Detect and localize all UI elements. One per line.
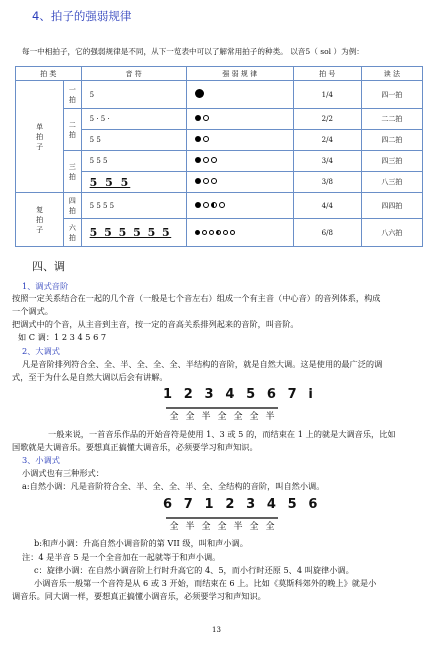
sub2-paragraph-2b: 国歌就是大调音乐。要想真正搞懂大调音乐，必须要学习和声知识。: [12, 442, 258, 452]
minor-step-label: 半: [233, 522, 243, 532]
section-4-title: 4、拍子的强弱规律: [32, 9, 132, 23]
weak-beat-icon: [209, 230, 214, 235]
major-scale-steps: [166, 404, 278, 424]
table-header-row: [16, 67, 423, 81]
sub1-paragraph-1b: 一个调式。: [12, 306, 53, 316]
group-compound-meter: 复 拍 子: [16, 193, 64, 247]
major-step-label: 半: [201, 412, 211, 422]
kind-four: 四 拍: [64, 193, 82, 219]
strong-beat-icon: [195, 178, 201, 184]
notes-cell: 5 5 5 5 5 5: [81, 219, 186, 247]
minor-step-label: 全: [249, 522, 259, 532]
reading-cell: 四二拍: [361, 130, 422, 151]
page-number: 13: [212, 626, 221, 634]
header-strength: 强 弱 规 律: [186, 67, 293, 81]
major-step-label: 全: [185, 412, 195, 422]
subsection-1-title: 1、调式音阶: [22, 281, 69, 291]
strong-beat-icon: [195, 230, 200, 235]
strength-cell: [186, 193, 293, 219]
major-step-label: 全: [233, 412, 243, 422]
group-single-meter: 单 拍 子: [16, 81, 64, 193]
table-row: [16, 109, 423, 130]
signature-cell: 6/8: [293, 219, 361, 247]
minor-scale-steps: [166, 514, 278, 534]
header-signature: 拍 号: [293, 67, 361, 81]
minor-step-label: 全: [265, 522, 275, 532]
reading-cell: 四三拍: [361, 151, 422, 172]
major-step-label: 全: [217, 412, 227, 422]
signature-cell: 2/4: [293, 130, 361, 151]
table-row: [16, 193, 423, 219]
weak-beat-icon: [211, 178, 217, 184]
notes-cell: 5 5 5 5: [81, 193, 186, 219]
reading-cell: 八六拍: [361, 219, 422, 247]
sub3-paragraph-4: c：旋律小调：在自然小调音阶上行时升高它的 4、5，而小行时还原 5、4 叫旋律小调。: [34, 565, 354, 575]
strong-beat-icon: [195, 89, 204, 98]
sub1-paragraph-1: 按照一定关系结合在一起的几个音（一般是七个音左右）组成一个有主音（中心音）的音列体系，构成: [12, 293, 381, 303]
strong-beat-icon: [195, 115, 201, 121]
sub1-example: 如 C 调：1 2 3 4 5 6 7: [18, 332, 107, 342]
minor-scale-notes: 6 7 1 2 3 4 5 6: [163, 497, 322, 512]
signature-cell: 4/4: [293, 193, 361, 219]
medium-beat-icon: [216, 230, 221, 235]
medium-beat-icon: [211, 202, 217, 208]
sub2-paragraph-2: 一般来说，一首音乐作品的开始音符是使用 1、3 或 5 的，而结束在 1 上的就是大调音乐，比如: [48, 429, 396, 439]
notes-cell: 5 5 5: [81, 172, 186, 193]
sub3-note: 注：4 是半音 5 是一个全音加在一起就等于和声小调。: [22, 552, 221, 562]
strength-cell: [186, 81, 293, 109]
sub3-paragraph-5b: 调音乐。同大调一样，要想真正搞懂小调音乐，必须要学习和声知识。: [12, 591, 266, 601]
notes-cell: 5 · 5 ·: [81, 109, 186, 130]
strong-beat-icon: [195, 202, 201, 208]
notes-cell: 5: [81, 81, 186, 109]
weak-beat-icon: [219, 202, 225, 208]
major-step-label: 半: [265, 412, 275, 422]
strength-cell: [186, 219, 293, 247]
strength-cell: [186, 130, 293, 151]
major-step-label: 全: [249, 412, 259, 422]
subsection-2-title: 2、大调式: [22, 346, 60, 356]
weak-beat-icon: [223, 230, 228, 235]
strong-beat-icon: [195, 136, 201, 142]
kind-one: 一 拍: [64, 81, 82, 109]
section-4-intro: 每一中相拍子，它的强弱规律是不同，从下一览表中可以了解常用拍子的种类。 以音5（ sol ）为例：: [22, 47, 364, 56]
table-row: [16, 151, 423, 172]
weak-beat-icon: [203, 178, 209, 184]
signature-cell: 3/4: [293, 151, 361, 172]
minor-step-label: 全: [201, 522, 211, 532]
section-four-heading: 四、调: [32, 260, 65, 273]
subsection-3-title: 3、小调式: [22, 455, 60, 465]
beat-table: [15, 66, 423, 247]
sub1-paragraph-2: 把调式中的个音，从主音到主音，按一定的音高关系排列起来的音阶，叫音阶。: [12, 319, 299, 329]
minor-step-label: 全: [217, 522, 227, 532]
weak-beat-icon: [202, 230, 207, 235]
kind-three: 三 拍: [64, 151, 82, 193]
minor-step-label: 半: [185, 522, 195, 532]
weak-beat-icon: [203, 202, 209, 208]
sub3-paragraph-5: 小调音乐一般第一个音符是从 6 或 3 开始，而结束在 6 上。比如《莫斯科郊外的晚上》就是小: [34, 578, 377, 588]
sub2-paragraph-1b: 式，至于为什么是自然大调以后会有讲解。: [12, 372, 168, 382]
header-notes: 音 符: [81, 67, 186, 81]
strength-cell: [186, 151, 293, 172]
minor-step-label: 全: [169, 522, 179, 532]
major-scale-notes: 1 2 3 4 5 6 7 i: [163, 387, 317, 402]
weak-beat-icon: [203, 157, 209, 163]
weak-beat-icon: [203, 136, 209, 142]
sub2-paragraph-1: 凡是音阶排列符合全、全、半、全、全、全、半结构的音阶，就是自然大调。这是使用的最广泛的调: [22, 359, 383, 369]
sub3-paragraph-3: b:和声小调：升高自然小调音阶的第 VII 级，叫和声小调。: [34, 538, 248, 548]
strength-cell: [186, 109, 293, 130]
reading-cell: 二二拍: [361, 109, 422, 130]
table-row: [16, 81, 423, 109]
signature-cell: 2/2: [293, 109, 361, 130]
weak-beat-icon: [203, 115, 209, 121]
major-step-label: 全: [169, 412, 179, 422]
header-kind: 拍 类: [16, 67, 82, 81]
kind-two: 二 拍: [64, 109, 82, 151]
sub3-paragraph-1: 小调式也有三种形式：: [22, 468, 104, 478]
signature-cell: 3/8: [293, 172, 361, 193]
weak-beat-icon: [211, 157, 217, 163]
sub3-paragraph-2: a:自然小调：凡是音阶符合全、半、全、全、半、全、全结构的音阶，叫自然小调。: [22, 481, 325, 491]
signature-cell: 1/4: [293, 81, 361, 109]
kind-six: 六 拍: [64, 219, 82, 247]
table-row: [16, 219, 423, 247]
header-reading: 读 法: [361, 67, 422, 81]
strong-beat-icon: [195, 157, 201, 163]
reading-cell: 八三拍: [361, 172, 422, 193]
notes-cell: 5 5: [81, 130, 186, 151]
reading-cell: 四四拍: [361, 193, 422, 219]
strength-cell: [186, 172, 293, 193]
weak-beat-icon: [230, 230, 235, 235]
reading-cell: 四一拍: [361, 81, 422, 109]
notes-cell: 5 5 5: [81, 151, 186, 172]
